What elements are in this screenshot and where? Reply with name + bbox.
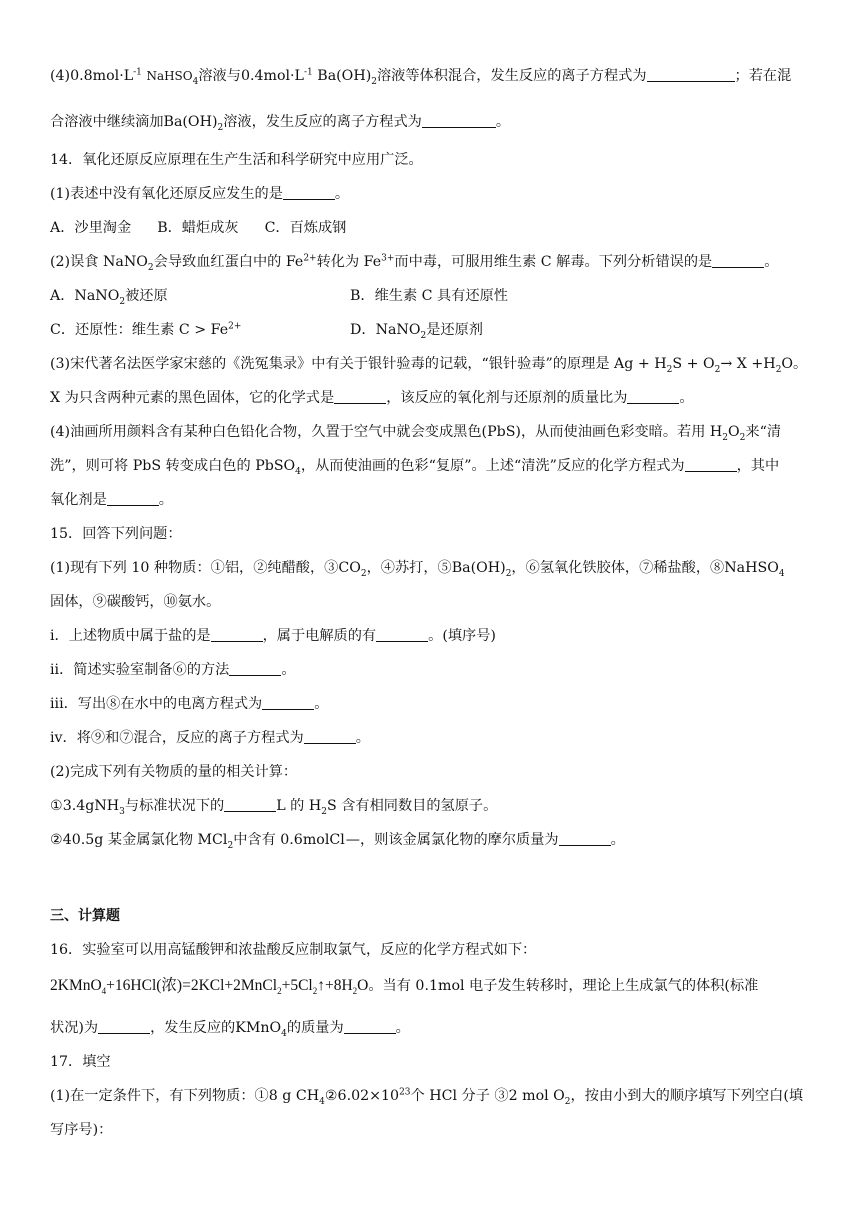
q15-sub-i: i．上述物质中属于盐的是 ，属于电解质的有 。(填序号) bbox=[50, 628, 496, 644]
q13-part4-line1: $(4)0.8mol\cdot L^{-1}$ NaHSO$_4$溶液与$0.4mol\cdot L^{-1}$ $Ba(OH)_2$溶液等体积混合，发生反应的离子方程式为 ；若在混 bbox=[50, 67, 792, 87]
answer-blank[interactable] bbox=[685, 457, 737, 472]
option-a: A．沙里淘金 bbox=[50, 220, 132, 236]
q15-sub-ii: ii．简述实验室制备⑥的方法 。 bbox=[50, 662, 296, 678]
q15-sub-iv: iv．将⑨和⑦混合，反应的离子方程式为 。 bbox=[50, 730, 370, 746]
answer-blank[interactable] bbox=[559, 831, 611, 846]
answer-blank[interactable] bbox=[627, 389, 679, 404]
answer-blank[interactable] bbox=[376, 627, 428, 642]
q15-sub-iii: iii．写出⑧在水中的电离方程式为 。 bbox=[50, 696, 329, 712]
q15-calc1: ①3.4gNH$_3$与标准状况下的 L 的 $H_2S$ 含有相同数目的氢原子。 bbox=[50, 798, 498, 817]
q15-calc2: ②40.5g 某金属氯化物 MCl$_2$中含有 0.6molCl—，则该金属氯化物的摩尔质量为 。 bbox=[50, 832, 625, 851]
answer-blank[interactable] bbox=[712, 253, 764, 268]
q15-part2: (2)完成下列有关物质的量的相关计算： bbox=[50, 764, 298, 780]
q14-option-b: B．维生素 C 具有还原性 bbox=[350, 288, 508, 304]
q14-part4-line2: 洗”，则可将 PbS 转变成白色的 PbSO$_4$，从而使油画的色彩“复原”。上述“清洗”反应的化学方程式为 ，其中 bbox=[50, 458, 780, 477]
q14-part4-line1: (4)油画所用颜料含有某种白色铅化合物，久置于空气中就会变成黑色(PbS)，从而使油画色彩变暗。若用 $H_2O_2$来“清 bbox=[50, 424, 782, 443]
answer-blank[interactable] bbox=[647, 67, 735, 82]
answer-blank[interactable] bbox=[262, 695, 314, 710]
q14-part1: (1)表述中没有氧化还原反应发生的是 。 bbox=[50, 186, 350, 202]
q14-part4-line3: 氧化剂是 。 bbox=[50, 492, 173, 508]
answer-blank[interactable] bbox=[422, 113, 496, 128]
q16-line2: 状况)为 ，发生反应的KMnO$_4$的质量为 。 bbox=[50, 1020, 410, 1039]
q15-stem: 15．回答下列问题： bbox=[50, 526, 182, 542]
q14-option-d: D．NaNO$_2$是还原剂 bbox=[350, 322, 483, 341]
q14-part1-options bbox=[50, 218, 346, 238]
q14-part2: (2)误食 NaNO$_2$会导致血红蛋白中的 $Fe^{2+}$转化为 $Fe^{3+}$而中毒，可服用维生素 C 解毒。下列分析错误的是 。 bbox=[50, 253, 779, 273]
option-c: C．百炼成钢 bbox=[264, 220, 347, 236]
option-b: B．蜡炬成灰 bbox=[157, 220, 239, 236]
answer-blank[interactable] bbox=[98, 1019, 150, 1034]
section-title: 三、计算题 bbox=[50, 908, 120, 924]
q17-stem: 17．填空 bbox=[50, 1054, 111, 1070]
answer-blank[interactable] bbox=[344, 1019, 396, 1034]
q15-part1-line1: (1)现有下列 10 种物质：①铝，②纯醋酸，$③CO_2$，④苏打，$⑤Ba(OH)_2$，⑥氢氧化铁胶体，⑦稀盐酸，⑧NaHSO$_4$ bbox=[50, 560, 785, 579]
q17-part1-line1: (1)在一定条件下，有下列物质：①8 g $CH_4②6.02\times 10^{23}$个 HCl 分子 ③2 mol $O_2$，按由小到大的顺序填写下列空白(填 bbox=[50, 1087, 804, 1107]
answer-blank[interactable] bbox=[304, 729, 356, 744]
answer-blank[interactable] bbox=[107, 491, 159, 506]
q13-part4-line2: 合溶液中继续滴加$Ba(OH)_2$溶液，发生反应的离子方程式为 。 bbox=[50, 114, 511, 133]
q14-option-a: A．NaNO$_2$被还原 bbox=[50, 288, 168, 307]
answer-blank[interactable] bbox=[283, 185, 335, 200]
answer-blank[interactable] bbox=[334, 389, 386, 404]
q14-part3-line1: (3)宋代著名法医学家宋慈的《洗冤集录》中有关于银针验毒的记载，“银针验毒”的原理是 $Ag + H_2S + O_2\to X +H_2O$。 bbox=[50, 356, 808, 375]
q14-part3-line2: X 为只含两种元素的黑色固体，它的化学式是 ，该反应的氧化剂与还原剂的质量比为 。 bbox=[50, 390, 694, 406]
q14-option-c: C．还原性：维生素 $C > Fe^{2+}$ bbox=[50, 321, 242, 338]
answer-blank[interactable] bbox=[224, 797, 276, 812]
answer-blank[interactable] bbox=[229, 661, 281, 676]
answer-blank[interactable] bbox=[211, 627, 263, 642]
q17-part1-line2: 写序号)： bbox=[50, 1122, 113, 1138]
q16-equation-line: 2KMnO$_4$+16HCl(浓)$=2KCl+2MnCl_2+5Cl_2↑+8H_2O$。当有 0.1mol 电子发生转移时，理论上生成氯气的体积(标准 bbox=[50, 977, 759, 997]
q14-stem: 14．氧化还原反应原理在生产生活和科学研究中应用广泛。 bbox=[50, 152, 423, 168]
q16-stem: 16．实验室可以用高锰酸钾和浓盐酸反应制取氯气，反应的化学方程式如下： bbox=[50, 942, 537, 958]
q15-part1-line2: 固体，⑨碳酸钙，⑩氨水。 bbox=[50, 594, 221, 610]
